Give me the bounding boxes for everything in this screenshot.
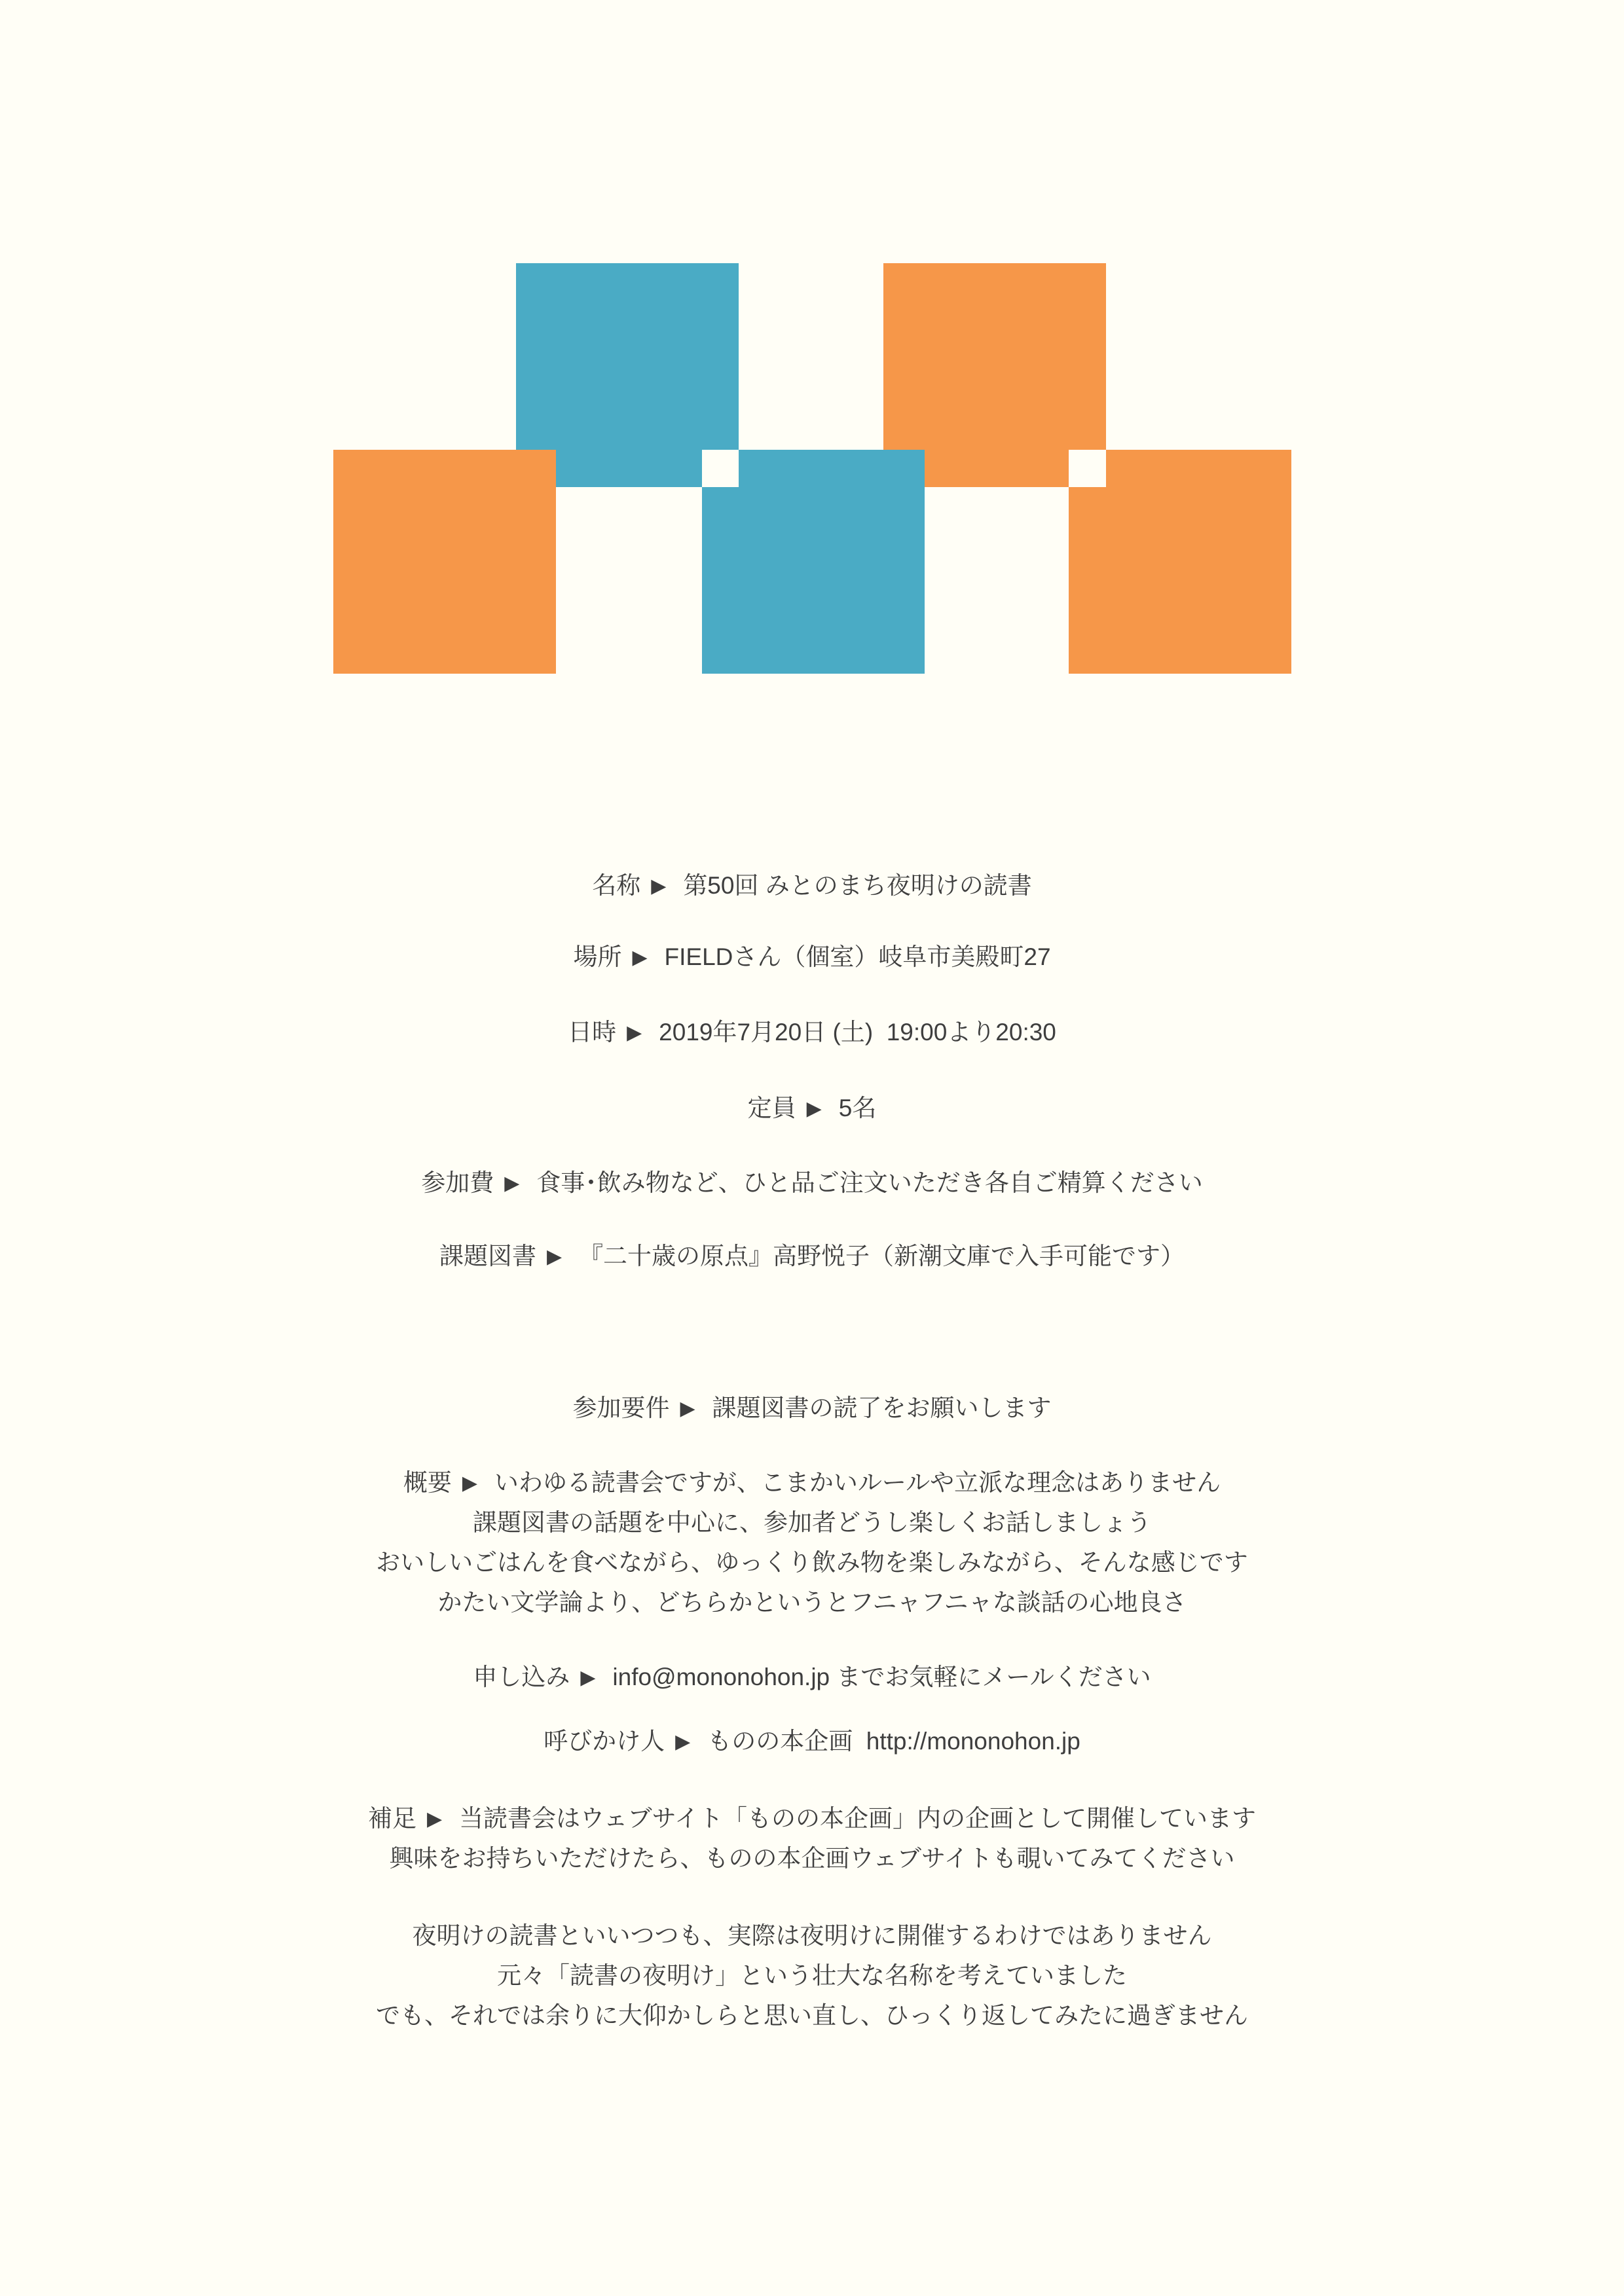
- row-capacity: [0, 1088, 1624, 1128]
- row-text: 課題図書の読了をお願いします: [712, 1394, 1052, 1421]
- row-text: 興味をお持ちいただけたら、ものの本企画ウェブサイトも覗いてみてください: [389, 1845, 1235, 1872]
- row-text-url: ものの本企画 http://mononohon.jp: [707, 1728, 1080, 1755]
- row-label: 場所: [573, 943, 622, 970]
- arrow-icon: ▶: [546, 1246, 563, 1267]
- row-text: 食事･飲み物など、ひと品ご注文いただき各自ご精算ください: [536, 1169, 1203, 1196]
- logo-squares: [0, 0, 1624, 720]
- event-details: [0, 866, 1624, 2035]
- row-text: おいしいごはんを食べながら、ゆっくり飲み物を楽しみながら、そんな感じです: [376, 1549, 1248, 1576]
- row-event-name: [0, 866, 1624, 905]
- arrow-icon: ▶: [426, 1808, 443, 1830]
- arrow-icon: ▶: [462, 1472, 477, 1494]
- row-requirement: [0, 1388, 1624, 1428]
- arrow-icon: ▶: [651, 875, 667, 897]
- row-text: でも、それでは余りに大仰かしらと思い直し、ひっくり返してみたに過ぎません: [376, 2002, 1248, 2029]
- row-note-2: [0, 1838, 1624, 1878]
- row-overview-2: [0, 1503, 1624, 1542]
- row-label: 定員: [747, 1095, 796, 1121]
- arrow-icon: ▶: [580, 1667, 596, 1688]
- arrow-icon: ▶: [680, 1398, 695, 1419]
- arrow-icon: ▶: [675, 1731, 691, 1753]
- row-text-email: info@mononohon.jp までお気軽にメールください: [612, 1664, 1151, 1690]
- row-label: 概要: [403, 1469, 452, 1496]
- row-label: 申し込み: [473, 1664, 570, 1690]
- row-fee: [0, 1163, 1624, 1203]
- row-overview-3: [0, 1542, 1624, 1582]
- row-postscript-2: [0, 1956, 1624, 1995]
- row-text: FIELDさん（個室）岐阜市美殿町27: [664, 943, 1051, 970]
- logo-overlap-notch-right: [1069, 450, 1106, 487]
- row-text: 2019年7月20日 (土) 19:00より20:30: [659, 1019, 1056, 1046]
- row-text: 課題図書の話題を中心に、参加者どうし楽しくお話しましょう: [473, 1509, 1151, 1536]
- row-text: かたい文学論より、どちらかというとフニャフニャな談話の心地良さ: [437, 1589, 1187, 1616]
- arrow-icon: ▶: [632, 947, 648, 968]
- arrow-icon: ▶: [806, 1098, 822, 1120]
- row-label: 参加費: [421, 1169, 494, 1196]
- row-text: 夜明けの読書といいつつも、実際は夜明けに開催するわけではありません: [412, 1922, 1212, 1949]
- arrow-icon: ▶: [504, 1173, 520, 1194]
- row-place: [0, 937, 1624, 977]
- row-label: 呼びかけ人: [544, 1728, 665, 1755]
- row-host: [0, 1721, 1624, 1761]
- row-text: いわゆる読書会ですが、こまかいルールや立派な理念はありません: [494, 1469, 1221, 1496]
- arrow-icon: ▶: [627, 1022, 642, 1044]
- row-text: 元々「読書の夜明け」という壮大な名称を考えていました: [497, 1962, 1127, 1989]
- row-postscript-1: [0, 1916, 1624, 1956]
- row-book: [0, 1236, 1624, 1276]
- row-text: 『二十歳の原点』高野悦子（新潮文庫で入手可能です）: [579, 1243, 1185, 1269]
- row-label: 課題図書: [439, 1243, 536, 1269]
- row-overview-1: [0, 1463, 1624, 1503]
- row-label: 日時: [568, 1019, 617, 1046]
- row-note-1: [0, 1798, 1624, 1838]
- logo-overlap-notch-left: [702, 450, 739, 487]
- logo-square-orange-bottom-left: [333, 450, 556, 674]
- row-overview-4: [0, 1582, 1624, 1622]
- row-datetime: [0, 1012, 1624, 1052]
- row-text: 当読書会はウェブサイト「ものの本企画」内の企画として開催しています: [459, 1805, 1256, 1832]
- row-postscript-3: [0, 1995, 1624, 2035]
- row-label: 補足: [367, 1805, 416, 1832]
- row-label: 参加要件: [572, 1394, 670, 1421]
- row-text: 第50回 みとのまち夜明けの読書: [683, 872, 1032, 899]
- row-apply: [0, 1657, 1624, 1697]
- row-text: 5名: [838, 1095, 877, 1121]
- row-label: 名称: [592, 872, 641, 899]
